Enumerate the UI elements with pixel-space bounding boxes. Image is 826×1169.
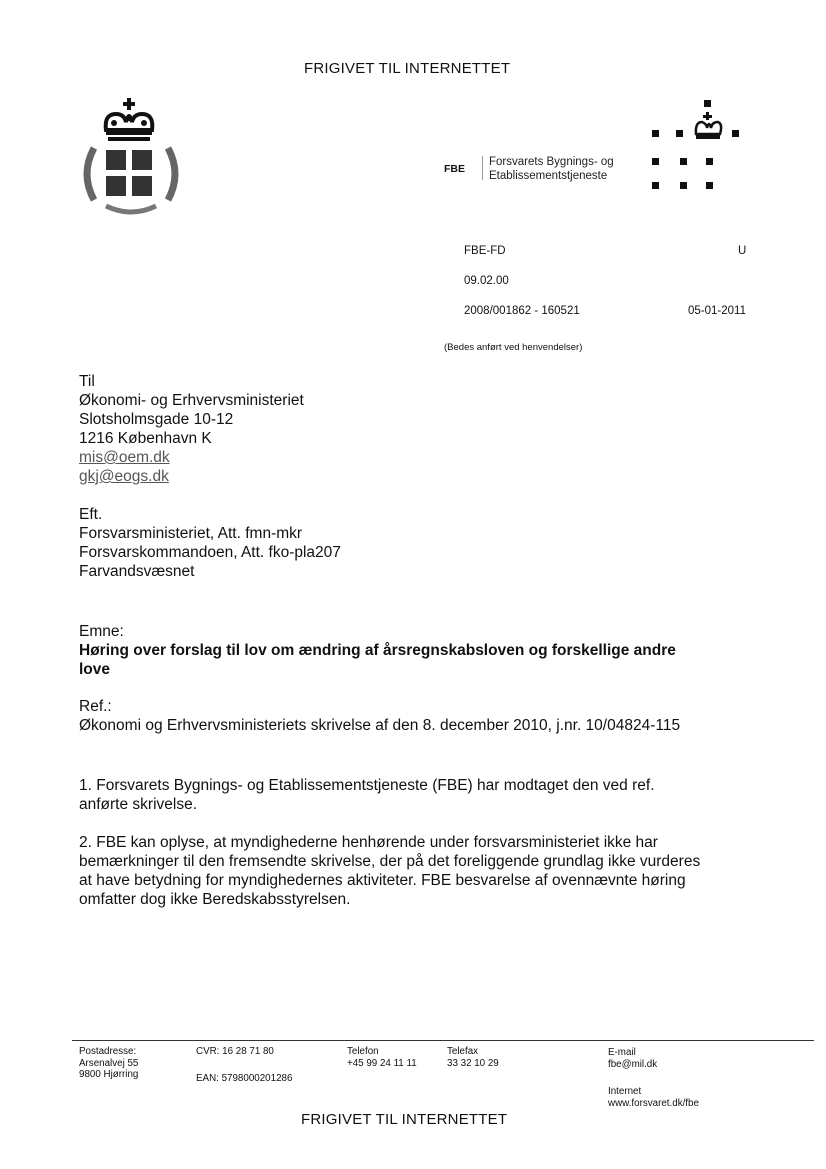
footer-postal-city: 9800 Hjørring	[79, 1069, 139, 1080]
ref-case-number: 2008/001862 - 160521	[464, 305, 580, 317]
footer-internet	[608, 1086, 699, 1109]
footer-fax-number: 33 32 10 29	[447, 1057, 499, 1069]
footer-email	[608, 1047, 657, 1070]
release-footer: FRIGIVET TIL INTERNETTET	[301, 1111, 508, 1128]
fbe-logo-abbr: FBE	[444, 163, 465, 175]
footer-postal-label: Postadresse:	[79, 1046, 137, 1057]
release-header: FRIGIVET TIL INTERNETTET	[304, 60, 511, 77]
agency-name-line1: Forsvarets Bygnings- og	[489, 156, 614, 168]
copy-item: Forsvarskommandoen, Att. fko-pla207	[79, 544, 341, 561]
copies-block	[79, 505, 341, 581]
recipient-email-2[interactable]: gkj@eogs.dk	[79, 468, 169, 485]
recipient-block	[79, 372, 304, 486]
footer-phone-number: +45 99 24 11 11	[347, 1057, 417, 1069]
ref-dept: FBE-FD	[464, 245, 506, 257]
recipient-city: 1216 København K	[79, 430, 212, 447]
footer-phone-label: Telefon	[347, 1046, 379, 1057]
reference-block	[79, 697, 680, 735]
footer-internet-url[interactable]: www.forsvaret.dk/fbe	[608, 1097, 699, 1109]
paragraph-2	[79, 833, 700, 909]
footer-fax-label: Telefax	[447, 1046, 479, 1057]
paragraph-2-line4: omfatter dog ikke Beredskabsstyrelsen.	[79, 891, 351, 908]
copy-item: Forsvarsministeriet, Att. fmn-mkr	[79, 525, 303, 542]
footer-postal-street: Arsenalvej 55	[79, 1057, 139, 1069]
ref-classification: U	[738, 245, 747, 257]
recipient-street: Slotsholmsgade 10-12	[79, 411, 234, 428]
ref-date: 05-01-2011	[688, 305, 746, 317]
recipient-name: Økonomi- og Erhvervsministeriet	[79, 392, 304, 409]
subject-text-line2: love	[79, 661, 111, 678]
footer-postal	[79, 1046, 138, 1081]
footer-internet-label: Internet	[608, 1086, 642, 1097]
paragraph-2-line1: 2. FBE kan oplyse, at myndighederne henhørende under forsvarsministeriet ikke har	[79, 834, 658, 851]
paragraph-2-line2: bemærkninger til den fremsendte skrivelse, der på det foreliggende grundlag ikke vurderes	[79, 853, 701, 870]
footer-email-address[interactable]: fbe@mil.dk	[608, 1058, 658, 1070]
paragraph-2-line3: at have betydning for myndighedernes aktiviteter. FBE besvarelse af ovennævnte høring	[79, 872, 686, 889]
agency-name	[489, 155, 614, 183]
agency-name-line2: Etablissementstjeneste	[489, 170, 608, 182]
footer-cvr: CVR: 16 28 71 80	[196, 1046, 274, 1057]
ref-code: 09.02.00	[464, 275, 509, 287]
copies-label: Eft.	[79, 506, 103, 523]
reference-label: Ref.:	[79, 698, 112, 715]
crown-crest-logo	[76, 96, 186, 216]
copy-item: Farvandsvæsnet	[79, 563, 195, 580]
logo-divider	[482, 156, 483, 180]
footer-divider	[72, 1040, 814, 1041]
footer-email-label: E-mail	[608, 1047, 636, 1058]
ref-note: (Bedes anført ved henvendelser)	[444, 342, 583, 353]
recipient-email-1[interactable]: mis@oem.dk	[79, 449, 170, 466]
reference-text: Økonomi og Erhvervsministeriets skrivelse af den 8. december 2010, j.nr. 10/04824-115	[79, 717, 681, 734]
paragraph-1-line1: 1. Forsvarets Bygnings- og Etablissementstjeneste (FBE) har modtaget den ved ref.	[79, 777, 655, 794]
fbe-dot-crown-emblem	[646, 98, 746, 198]
footer-phone	[347, 1046, 417, 1069]
subject-label: Emne:	[79, 623, 124, 640]
paragraph-1	[79, 776, 655, 814]
recipient-to-label: Til	[79, 373, 95, 390]
subject-text-line1: Høring over forslag til lov om ændring af årsregnskabsloven og forskellige andre	[79, 642, 676, 659]
footer-ean: EAN: 5798000201286	[196, 1073, 293, 1084]
subject-block	[79, 622, 676, 679]
footer-fax	[447, 1046, 499, 1069]
paragraph-1-line2: anførte skrivelse.	[79, 796, 198, 813]
